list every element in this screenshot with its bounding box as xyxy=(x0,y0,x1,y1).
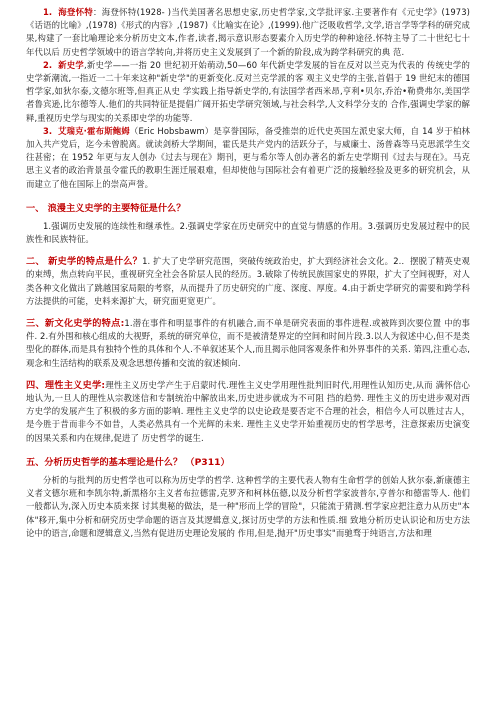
section-rationalism xyxy=(26,379,470,445)
section-body-rationalism: 理性主义历史学产生于启蒙时代.理性主义史学用理性批判旧时代,用理性认知历史,从而 满怀信心地认为,一旦人的理性从宗教迷信和专制统治中解放出来,历史进步就成为不可阻 挡的趋势. 理性主义的历史进步观对西方史学的发展产生了积极的多方面的影响. 理性主义史学的以史论政是要否定不合理的社会，相信今人可以胜过古人，是今胜于昔而非今不如昔，人类必然具有一个光辉的未来. 理性主义史学开始重视历史的哲学思考，注意探索历史演变的因果关系和内在规律,促进了 历史哲学的诞生. xyxy=(26,379,470,443)
entry-term: 海登怀特 xyxy=(58,7,94,17)
section-heading-new-history: 二、 新史学的特点是什么？ xyxy=(26,256,143,268)
section-body-romanticism: 1.强调历史发展的连续性和继承性。2.强调史学家在历史研究中的直觉与情感的作用。3.强调历史发展过程中的民族性和民族特征。 xyxy=(26,220,470,245)
section-heading-analytic: 五、分析历史哲学的基本理论是什么？ （P311） xyxy=(26,456,230,468)
entry-term: 新史学 xyxy=(58,59,84,70)
entry-text: ：海登怀特(1928- )当代美国著名思想史家,历史哲学家,文学批评家.主要著作有《元史学》(1973)《话语的比喻》,(1978)《形式的内容》,(1987)《比喻实在论》,(1999).他广泛吸收哲学,文学,语言学等学科的研究成果,构建了一套比喻理论来分析历史文本,作者,读者,揭示意识形态要素介入历史学的种种途径.怀特主导了二十世纪七十年代以后 历史哲学领域中的语言学转向,并将历史主义发展到了一个新的阶段,成为跨学科研究的典 范. xyxy=(26,7,470,57)
entry-number: 1. xyxy=(43,7,53,17)
section-heading-cultural: 三、新文化史学的特点: xyxy=(26,318,125,330)
entry-hayden-white xyxy=(26,6,470,59)
entry-text: ,新史学——一指 20 世纪初开始萌动,50—60 年代新史学发展的旨在反对以兰克为代表的 传统史学的史学新潮流,一指近一二十年来这种"新史学"的更新变化.反对兰克学派的客 观主义史学的主张,首倡于 19 世纪末的德国哲学家,如狄尔泰,文德尔班等,但真正从史 学实践上指导新史学的,有法国学者西米昂,亨利•贝尔,乔治•勒费弗尔,美国学者鲁宾逊,比尔德等人.他们的共同特征是提倡广阔开拓史学研究领域,与社会科学,人文科学分支的 合作,强调史学家的解释,重视历史学与现实的关系即史学的功能等. xyxy=(26,59,470,123)
section-new-history-features xyxy=(26,255,470,308)
section-heading-rationalism: 四、理性主义史学: xyxy=(26,379,106,391)
section-heading-romanticism: 一、 浪漫主义史学的主要特征是什么？ xyxy=(26,202,186,214)
entry-number: 3. xyxy=(43,125,53,136)
section-body-new-history: 1. 扩大了史学研究范围，突破传统政治史，扩大到经济社会文化。2.．摆脱了精英史观的束缚，焦点转向平民，重视研究全社会各阶层人民的经历。3.破除了传统民族国家史的界限，扩大了空间视野，对人类各种文化做出了跳越国家局限的考察，从而提升了历史研究的广度、深度、厚度。4.由于新史学研究的需要和跨学科方法提供的可能，史料来源扩大，研究面更宽更广。 xyxy=(26,256,471,306)
section-new-cultural-history xyxy=(26,317,470,370)
entry-hobsbawm xyxy=(26,125,470,191)
entry-number: 2. xyxy=(43,59,53,70)
section-body-cultural: 1.潜在事件和明显事件的有机融合,而不单是研究表面的事件进程.或被阵到次要位置 中的事件. 2.有外围和核心组成的大视野，系统的研究单位，而不是被清楚界定的空间和时间片段.3.以人为叙述中心,但不是类型化的群体,而是具有独特个性的具体和个人.不单叙述某个人,而且揭示他同客观条件和外界事件的关系. 第四,注重心态,观念和生活结构的联系及观念思想传播和交流的叙述倾向. xyxy=(26,318,470,368)
entry-text: （Eric Hobsbawm）是享誉国际，备受推崇的近代史英国左派史家大师，自 14 岁于柏林加入共产党后，迄今未曾脱离。就读剑桥大学期间，霍氏是共产党内的活跃分子，与威廉士、汤普森等马克思派学生交往甚密；在 1952 年更与友人创办《过去与现在》期刊，更与希尔等人创办著名的新左史学期刊《过去与现在》。马克思主义者的政治背景虽令霍氏的教职生涯迁展艰难，但却使他与国际社会有着更广泛的接触经验及更多的研究机会，从而建立了他在国际上的崇高声誉。 xyxy=(26,125,470,189)
section-body-analytic: 分析的与批判的历史哲学也可以称为历史学的哲学. 这种哲学的主要代表人物有生命哲学的创始人狄尔泰,新康德主义者文德尔班和李凯尔特,新黑格尔主义者布拉德雷,克罗齐和柯林伍德,以及分析哲学家波普尔,亨普尔和德雷等人. 他们一般都认为,深入历史本质来探 讨其奥秘的做法，是一种"形而上学的冒险"，只能流于猜测.哲学家应把注意力从历史"本体"移开,集中分析和研究历史学命题的语言及其逻辑意义,探讨历史学的方法和性质.细 致地分析历史认识论和历史方法论中的语言,命题和逻辑意义,当然有促进历史理论发展的 作用,但是,抛开"历史事实"而驰骛于纯语言,方法和理 xyxy=(26,474,470,538)
entry-new-history xyxy=(26,59,470,125)
entry-term: 艾瑞克·霍布斯鲍姆 xyxy=(57,125,130,136)
